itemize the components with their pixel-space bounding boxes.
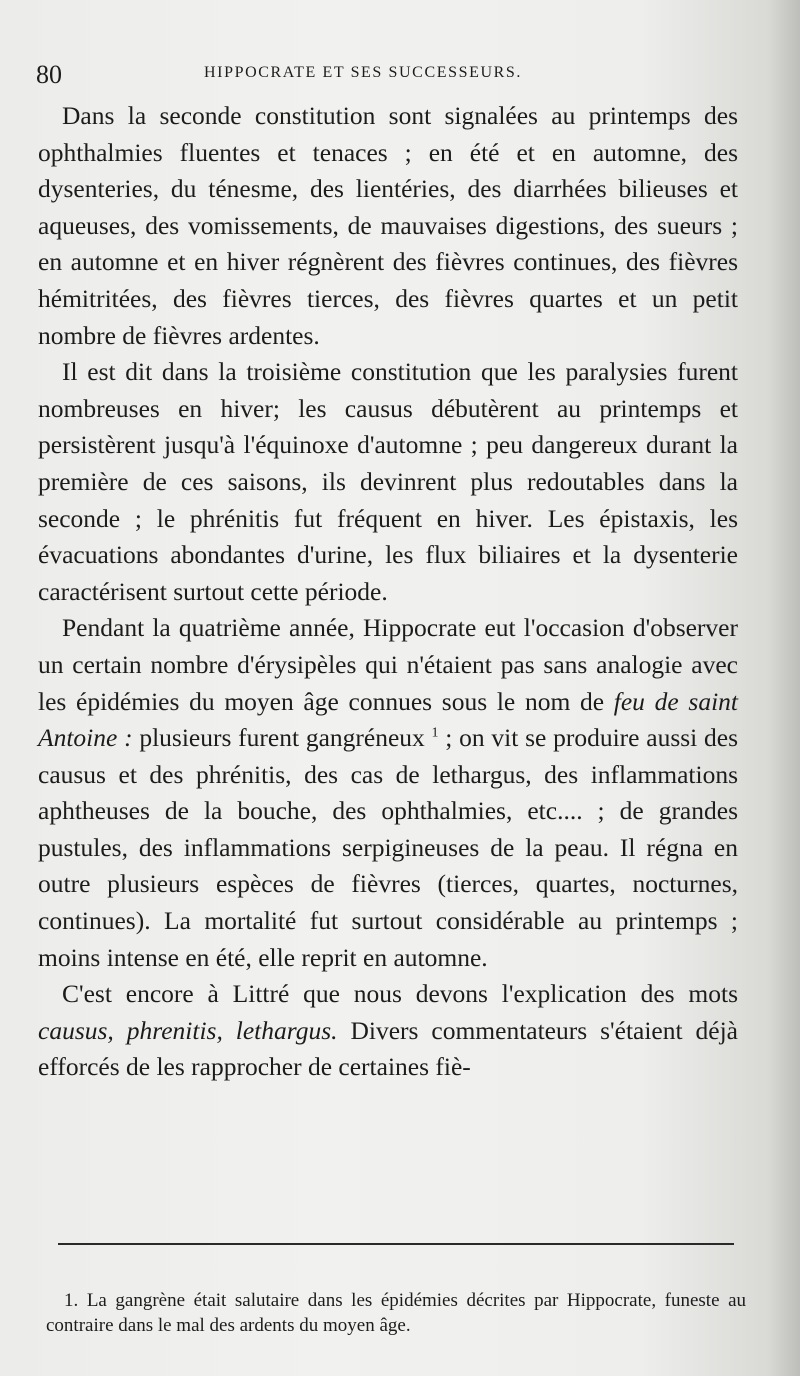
footnote-reference: 1 xyxy=(431,725,439,741)
paragraph-3-text-c: ; on vit se produire aussi des causus et des phrénitis, des cas de lethargus, des inflammations aphtheuses de la bouche, des ophthalmies, etc.... ; de grandes pustules, des inflammations serpigineuses de la peau. Il régna en outre plusieurs espèces de fièvres (tierces, quartes, nocturnes, continues). La mortalité fut surtout considérable au printemps ; moins intense en été, elle reprit en automne. xyxy=(38,723,739,972)
footnote-text: 1. La gangrène était salutaire dans les épidémies décrites par Hippocrate, funeste au contraire dans le mal des ardents du moyen âge. xyxy=(46,1290,746,1336)
paragraph-4-text-b: Divers commentateurs s'étaient déjà efforcés de les rapprocher de certaines fiè- xyxy=(38,1015,738,1082)
paragraph-1: Dans la seconde constitution sont signalées au printemps des ophthalmies fluentes et tenaces ; en été et en automne, des dysenteries, du ténesme, des lientéries, des diarrhées bilieuses et aqueuses, des vomissements, de mauvaises digestions, des sueurs ; en automne et en hiver régnèrent des fièvres continues, des fièvres hémitritées, des fièvres tierces, des fièvres quartes et un petit nombre de fièvres ardentes. xyxy=(38,101,738,350)
paragraph-3-italic: feu de saint Antoine : xyxy=(38,686,738,753)
paragraph-3-text-a: Pendant la quatrième année, Hippocrate eut l'occasion d'observer un certain nombre d'érysipèles qui n'étaient pas sans analogie avec les épidémies du moyen âge connues sous le nom de xyxy=(38,613,738,716)
paragraph-3-text-b: plusieurs furent gangréneux xyxy=(132,723,432,753)
body-text xyxy=(38,98,738,1086)
paragraph-4 xyxy=(38,976,738,1086)
footnote xyxy=(46,1288,746,1338)
footnote-divider xyxy=(58,1243,734,1245)
running-title: HIPPOCRATE ET SES SUCCESSEURS. xyxy=(204,64,522,81)
page-header xyxy=(36,58,736,92)
paragraph-4-text-a: C'est encore à Littré que nous devons l'explication des mots xyxy=(62,979,738,1009)
page-number: 80 xyxy=(36,60,62,89)
paragraph-3 xyxy=(38,610,738,976)
paragraph-2: Il est dit dans la troisième constitution que les paralysies furent nombreuses en hiver; les causus débutèrent au printemps et persistèrent jusqu'à l'équinoxe d'automne ; peu dangereux durant la première de ces saisons, ils devinrent plus redoutables dans la seconde ; le phrénitis fut fréquent en hiver. Les épistaxis, les évacuations abondantes d'urine, les flux biliaires et la dysenterie caractérisent surtout cette période. xyxy=(38,357,738,606)
paragraph-4-italic: causus, phrenitis, lethargus. xyxy=(38,1015,338,1045)
